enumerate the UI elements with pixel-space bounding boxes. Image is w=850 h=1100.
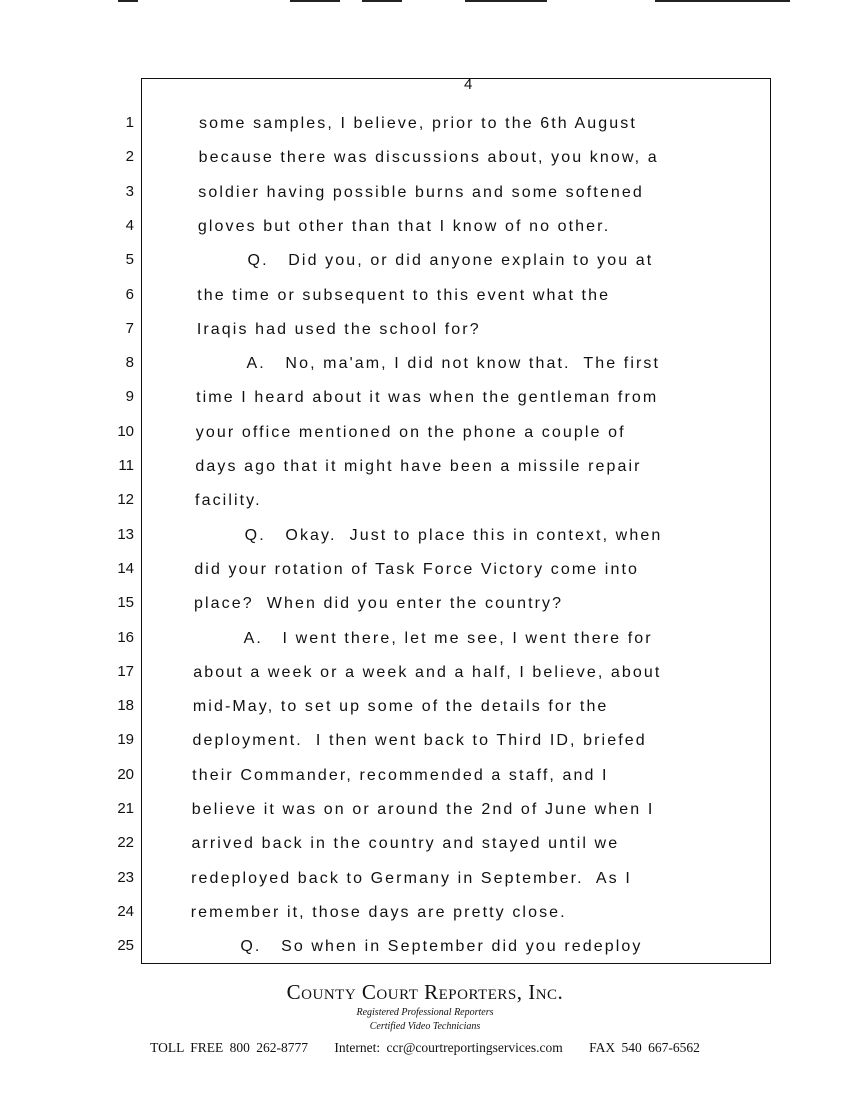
transcript-line: some samples, I believe, prior to the 6th August — [199, 115, 637, 132]
firm-name: County Court Reporters, Inc. — [286, 980, 564, 1004]
line-number: 21 — [117, 800, 134, 817]
transcript-border — [141, 78, 771, 964]
transcript-line: Q. Okay. Just to place this in context, when — [244, 526, 663, 544]
line-number: 7 — [125, 319, 134, 337]
transcript-line: deployment. I then went back to Third ID, briefed — [192, 732, 647, 750]
line-number: 8 — [125, 354, 134, 372]
transcript-line: place? When did you enter the country? — [193, 595, 564, 613]
firm-contact — [0, 1040, 850, 1056]
scan-mark — [362, 0, 402, 2]
line-number: 11 — [118, 457, 134, 474]
scan-mark — [118, 0, 138, 2]
line-number: 10 — [117, 422, 134, 440]
line-number: 1 — [125, 114, 134, 131]
transcript-line: Q. So when in September did you redeploy — [240, 938, 643, 956]
transcript-line: their Commander, recommended a staff, and I — [192, 766, 609, 784]
line-number: 13 — [117, 525, 134, 543]
line-number: 15 — [117, 594, 134, 612]
transcript-line: A. No, ma'am, I did not know that. The first — [246, 355, 661, 373]
page-number: 4 — [464, 76, 473, 93]
line-number: 22 — [117, 834, 134, 852]
transcript-line: facility. — [195, 492, 262, 510]
transcript-line: because there was discussions about, you know, a — [198, 149, 659, 167]
scan-mark — [465, 0, 547, 2]
toll-free: TOLL FREE 800 262-8777 — [150, 1040, 308, 1055]
line-number: 6 — [125, 285, 134, 303]
transcript-line: about a week or a week and a half, I believe, about — [193, 663, 662, 681]
line-number: 23 — [117, 868, 134, 886]
line-number: 25 — [117, 937, 134, 955]
transcript-line: time I heard about it was when the gentleman from — [196, 389, 659, 407]
line-number: 18 — [117, 697, 134, 715]
firm-subtitle: Registered Professional Reporters — [356, 1007, 494, 1018]
transcript-line: arrived back in the country and stayed until we — [191, 835, 620, 853]
transcript-line: redeployed back to Germany in September. As I — [191, 869, 632, 887]
line-number: 19 — [117, 731, 134, 749]
line-number: 17 — [117, 662, 134, 680]
firm-subtitle: Certified Video Technicians — [369, 1021, 481, 1032]
transcript-line: soldier having possible burns and some softened — [198, 183, 644, 201]
transcript-line: days ago that it might have been a missile repair — [195, 458, 642, 475]
line-number: 2 — [125, 148, 134, 166]
transcript-line: Iraqis had used the school for? — [196, 320, 481, 338]
line-number: 3 — [125, 182, 134, 200]
transcript-line: A. I went there, let me see, I went there for — [243, 629, 653, 647]
scan-mark — [290, 0, 340, 2]
line-number: 9 — [125, 388, 134, 406]
line-number: 16 — [117, 628, 134, 646]
internet-email: Internet: ccr@courtreportingservices.com — [334, 1040, 563, 1055]
scan-mark — [655, 0, 790, 2]
transcript-line: remember it, those days are pretty close. — [190, 903, 567, 921]
transcript-line: gloves but other than that I know of no other. — [197, 217, 611, 235]
line-number: 4 — [125, 216, 134, 234]
transcript-line: Q. Did you, or did anyone explain to you at — [247, 252, 654, 270]
transcript-line: mid-May, to set up some of the details for the — [192, 698, 609, 716]
fax: FAX 540 667-6562 — [589, 1040, 700, 1055]
line-number: 20 — [117, 765, 134, 783]
transcript-line: did your rotation of Task Force Victory come into — [194, 560, 640, 578]
line-number: 14 — [117, 559, 134, 577]
line-number: 24 — [117, 902, 134, 920]
transcript-line: believe it was on or around the 2nd of June when I — [191, 801, 655, 818]
line-number: 12 — [117, 491, 134, 509]
transcript-line: the time or subsequent to this event what the — [197, 286, 611, 304]
line-number: 5 — [125, 251, 134, 269]
transcript-line: your office mentioned on the phone a couple of — [195, 423, 626, 441]
